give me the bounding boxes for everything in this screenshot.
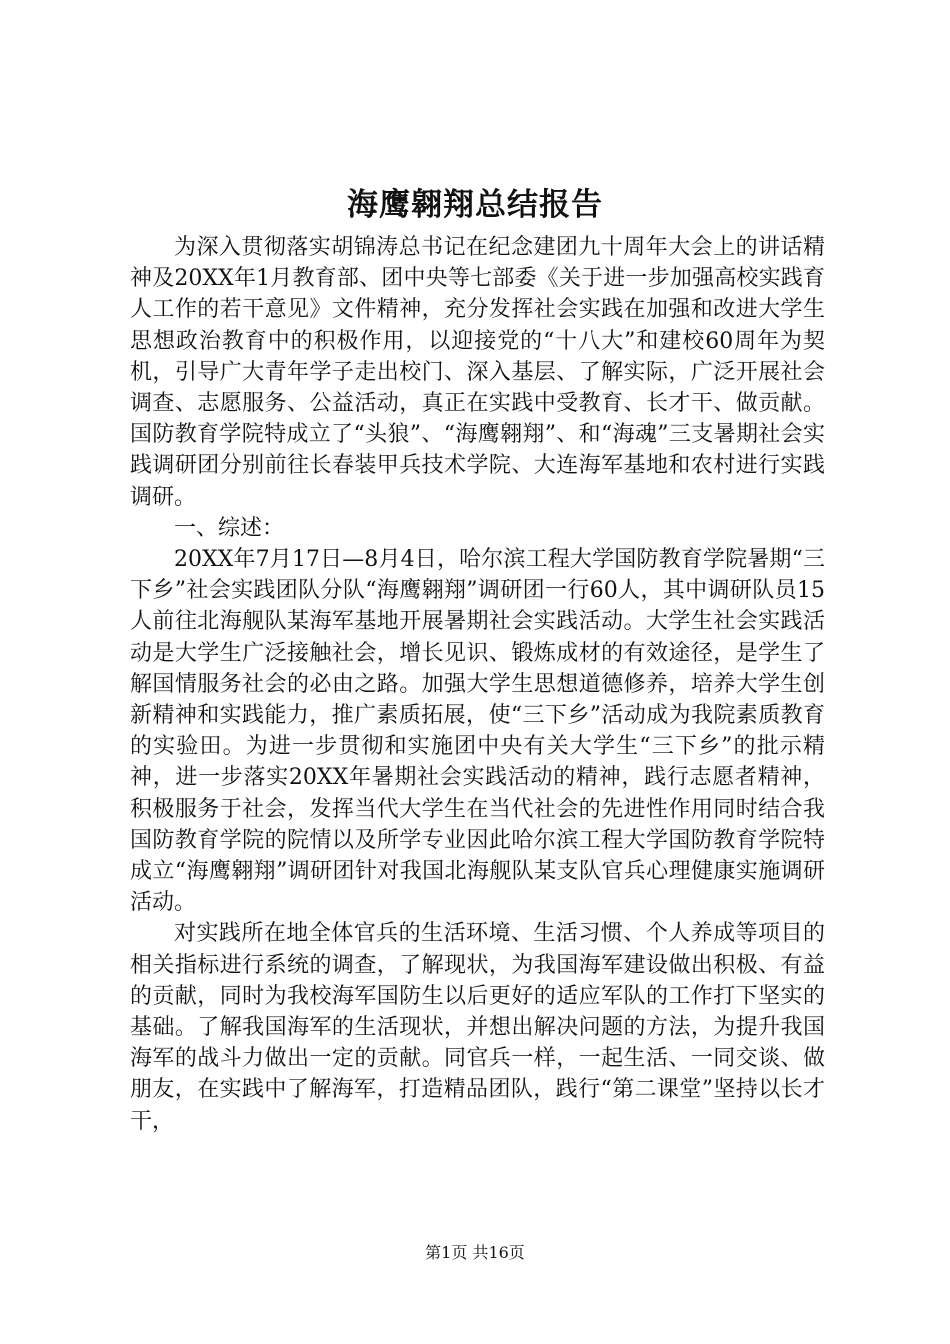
paragraph-overview: 20XX年7月17日—8月4日，哈尔滨工程大学国防教育学院暑期“三下乡”社会实践团队分队“海鹰翱翔”调研团一行60人，其中调研队员15人前往北海舰队某海军基地开展暑期社会实践活动。大学生社会实践活动是大学生广泛接触社会，增长见识、锻炼成材的有效途径，是学生了解国情服务社会的必由之路。加强大学生思想道德修养，培养大学生创新精神和实践能力，推广素质拓展，使“三下乡”活动成为我院素质教育的实验田。为进一步贯彻和实施团中央有关大学生“三下乡”的批示精神，进一步落实20XX年暑期社会实践活动的精神，践行志愿者精神，积极服务于社会，发挥当代大学生在当代社会的先进性作用同时结合我国防教育学院的院情以及所学专业因此哈尔滨工程大学国防教育学院特成立“海鹰翱翔”调研团针对我国北海舰队某支队官兵心理健康实施调研活动。 — [130, 547, 825, 916]
section-heading-overview: 一、综述： — [174, 515, 285, 541]
paragraph-objectives: 对实践所在地全体官兵的生活环境、生活习惯、个人养成等项目的相关指标进行系统的调查，了解现状，为我国海军建设做出积极、有益的贡献，同时为我校海军国防生以后更好的适应军队的工作打下坚实的基础。了解我国海军的生活现状，并想出解决问题的方法，为提升我国海军的战斗力做出一定的贡献。同官兵一样，一起生活、一同交谈、做朋友，在实践中了解海军，打造精品团队，践行“第二课堂”坚持以长才干， — [130, 921, 825, 1134]
document-body — [130, 232, 825, 1137]
paragraph-intro: 为深入贯彻落实胡锦涛总书记在纪念建团九十周年大会上的讲话精神及20XX年1月教育部、团中央等七部委《关于进一步加强高校实践育人工作的若干意见》文件精神，充分发挥社会实践在加强和改进大学生思想政治教育中的积极作用，以迎接党的“十八大”和建校60周年为契机，引导广大青年学子走出校门、深入基层、了解实际，广泛开展社会调查、志愿服务、公益活动，真正在实践中受教育、长才干、做贡献。国防教育学院特成立了“头狼”、“海鹰翱翔”、和“海魂”三支暑期社会实践调研团分别前往长春装甲兵技术学院、大连海军基地和农村进行实践调研。 — [130, 235, 825, 510]
page-number-footer: 第1页 共16页 — [425, 1243, 525, 1262]
document-title: 海鹰翱翔总结报告 — [347, 187, 603, 223]
